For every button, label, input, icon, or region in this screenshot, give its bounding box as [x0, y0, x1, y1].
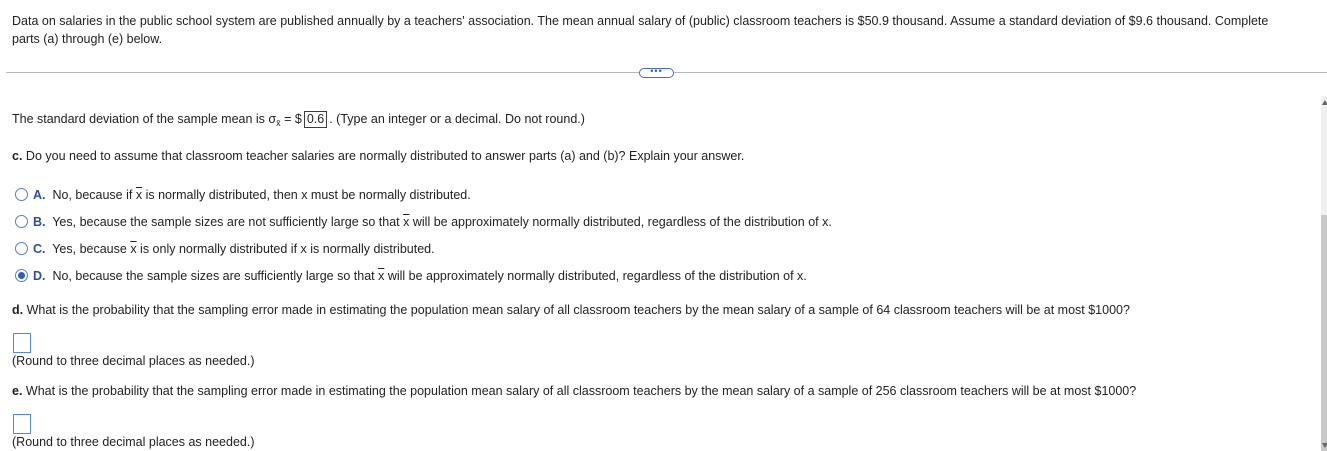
option-b[interactable] — [33, 213, 832, 231]
part-b-suffix: . (Type an integer or a decimal. Do not round.) — [329, 112, 585, 126]
intro-line-2: parts (a) through (e) below. — [12, 32, 163, 46]
expand-ellipsis-button[interactable]: ••• — [639, 68, 674, 78]
part-e-question — [12, 382, 1136, 400]
option-b-radio[interactable] — [15, 215, 28, 228]
part-c-label: c. — [12, 149, 23, 163]
option-a-xbar: $\overline{x}$ — [135, 188, 143, 202]
part-d-question — [12, 301, 1130, 319]
option-d-text-pre: No, because the sample sizes are sufficiently large so that — [52, 269, 379, 283]
option-b-text-pre: Yes, because the sample sizes are not sufficiently large so that — [52, 215, 404, 229]
option-b-xbar: $\overline{x}$ — [403, 215, 410, 229]
part-e-label: e. — [12, 384, 23, 398]
option-d-radio[interactable] — [15, 269, 28, 282]
problem-intro — [12, 12, 1268, 48]
option-b-text-post: will be approximately normally distributed, regardless of the distribution of x. — [409, 215, 832, 229]
part-c-question — [12, 147, 744, 165]
part-d-hint: (Round to three decimal places as needed.) — [12, 354, 255, 368]
option-a-radio[interactable] — [15, 188, 28, 201]
part-e-question-text: What is the probability that the sampling error made in estimating the population mean salary of all classroom teachers by the mean salary of a sample of 256 classroom teachers will be at most $1000? — [25, 384, 1137, 398]
part-b-sigma-subscript: x̄ — [276, 118, 281, 128]
option-c-text-pre: Yes, because — [52, 242, 131, 256]
part-b-answer-box[interactable]: 0.6 — [304, 111, 327, 128]
option-c-letter: C. — [33, 242, 46, 256]
option-c-radio[interactable] — [15, 242, 28, 255]
scroll-down-arrow-icon[interactable] — [1322, 443, 1327, 448]
part-d-answer-input[interactable] — [13, 333, 31, 353]
option-c-xbar: $\overline{x}$ — [130, 242, 137, 256]
part-e-hint: (Round to three decimal places as needed.) — [12, 435, 255, 449]
option-d-letter: D. — [33, 269, 46, 283]
part-d-question-text: What is the probability that the sampling error made in estimating the population mean salary of all classroom teachers by the mean salary of a sample of 64 classroom teachers will be at most $1000? — [26, 303, 1130, 317]
option-a[interactable] — [33, 186, 471, 204]
intro-line-1: Data on salaries in the public school system are published annually by a teachers' association. The mean annual salary of (public) classroom teachers is $50.9 thousand. Assume a standard deviation of $9.6 thousand. Complete — [12, 14, 1269, 28]
option-c[interactable] — [33, 240, 435, 258]
part-b-prefix: The standard deviation of the sample mean is σ — [12, 112, 277, 126]
option-a-text-pre: No, because if — [52, 188, 136, 202]
part-b-equals: = $ — [280, 112, 302, 126]
option-d[interactable] — [33, 267, 807, 285]
part-b-answer-line — [12, 110, 585, 132]
option-a-letter: A. — [33, 188, 46, 202]
scroll-up-arrow-icon[interactable] — [1322, 100, 1327, 105]
option-c-text-post: is only normally distributed if x is normally distributed. — [136, 242, 435, 256]
scrollbar-thumb[interactable] — [1321, 215, 1327, 451]
option-d-xbar: $\overline{x}$ — [378, 269, 385, 283]
option-b-letter: B. — [33, 215, 46, 229]
part-d-label: d. — [12, 303, 24, 317]
option-a-text-post: is normally distributed, then x must be normally distributed. — [142, 188, 471, 202]
part-c-question-text: Do you need to assume that classroom teacher salaries are normally distributed to answer parts (a) and (b)? Explain your answer. — [25, 149, 745, 163]
option-d-text-post: will be approximately normally distributed, regardless of the distribution of x. — [384, 269, 807, 283]
part-e-answer-input[interactable] — [13, 414, 31, 434]
